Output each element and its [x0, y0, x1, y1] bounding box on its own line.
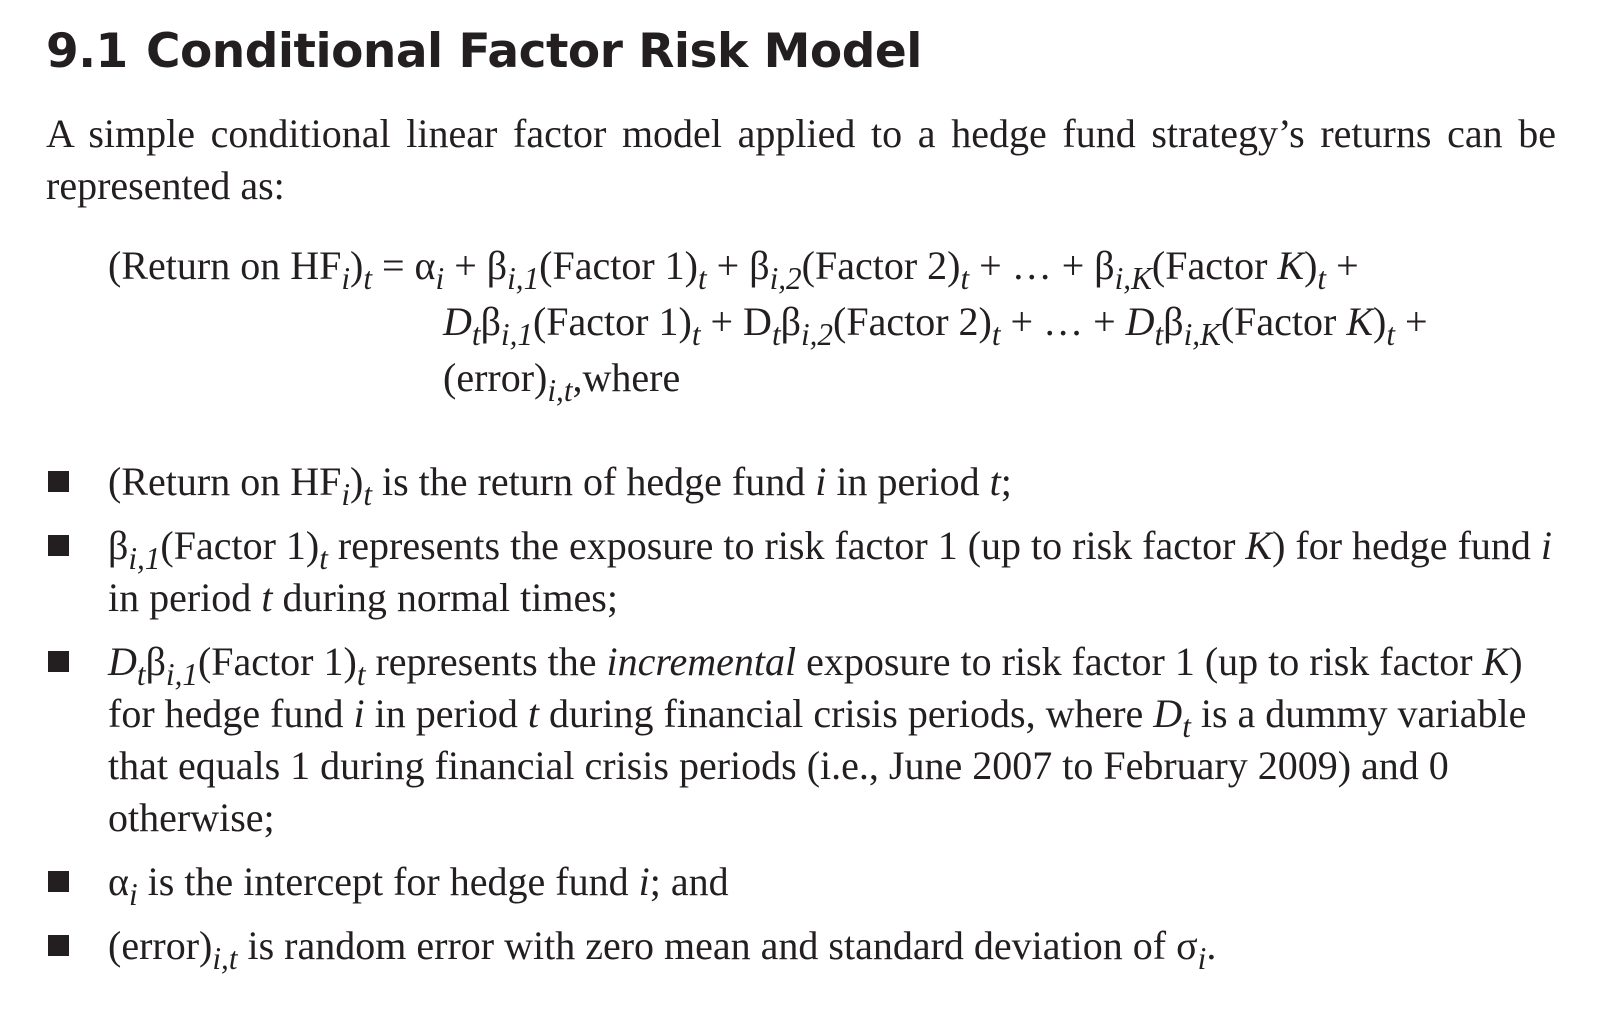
definition-list	[46, 456, 1556, 984]
equation-line-3: $(error)_{i,t},where$	[443, 355, 681, 408]
list-item: $\alpha_i$ is the intercept for hedge fund i; and	[46, 856, 1556, 908]
equation-line-2: $D_t\beta_{i,1}(Factor$ $1)_t$ + $D_t\beta_{i,2}(Factor$ $2)_t$ + … + $D_t\beta_{i,K}(Factor$ $K)_t$ +	[443, 299, 1428, 352]
square-bullet-icon	[48, 471, 69, 492]
section-number: 9.1	[46, 24, 128, 79]
list-item: $(error)_{i,t}$ is random error with zero mean and standard deviation of $\sigma_i$.	[46, 920, 1556, 972]
equation-line-1: (Return on $HF_i)_t = \alpha_i$ + $\beta_{i,1}(Factor$ $1)_t$ + $\beta_{i,2}(Factor$ $2)_t$ + … + $\beta_{i,K}(Factor$ $K)_t$ +	[108, 243, 1359, 296]
square-bullet-icon	[48, 651, 69, 672]
list-item: $D_t\beta_{i,1}(Factor$ $1)_t$ represents the incremental exposure to risk factor 1 (up to risk factor K) for hedge fund i in period t during financial crisis periods, where $D_t$ is a dummy variable that equals 1 during financial crisis periods (i.e., June 2007 to February 2009) and 0 otherwise;	[46, 636, 1556, 844]
square-bullet-icon	[48, 535, 69, 556]
section-title: Conditional Factor Risk Model	[146, 24, 922, 79]
square-bullet-icon	[48, 871, 69, 892]
list-item: (Return on $HF_i)_t$ is the return of hedge fund i in period t;	[46, 456, 1556, 508]
square-bullet-icon	[48, 935, 69, 956]
intro-paragraph: A simple conditional linear factor model applied to a hedge fund strategy’s returns can be represented as:	[46, 111, 1556, 208]
section-heading	[46, 22, 922, 82]
list-item: $\beta_{i,1}(Factor$ $1)_t$ represents the exposure to risk factor 1 (up to risk factor K) for hedge fund i in period t during normal times;	[46, 520, 1556, 624]
